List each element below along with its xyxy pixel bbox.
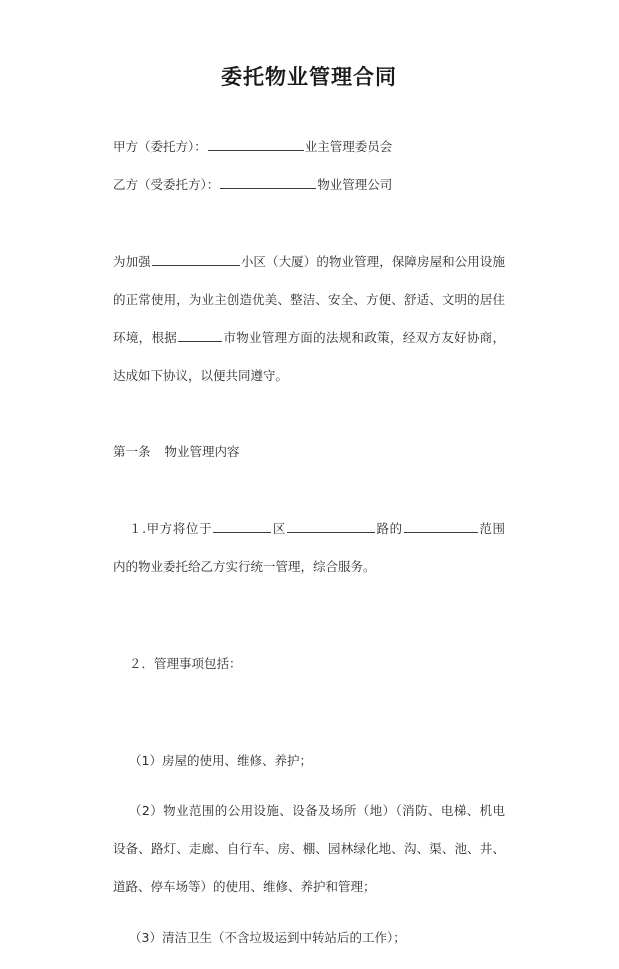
item-segment-4: 范围内的物业委托给乙方实行统一管理，综合服务。 [113,520,505,574]
sub-item-1: （1）房屋的使用、维修、养护； [129,752,312,768]
item-segment-3: 路的 [375,520,403,536]
clause-heading [113,433,505,471]
list-item-1 [113,510,505,586]
party-label-prefix: 甲方（委托方）： [113,139,207,154]
item-road-blank[interactable] [287,519,375,533]
clause-title: 物业管理内容 [164,444,240,459]
preamble-segment-1: 为加强 [113,253,151,269]
party-line-yifang [113,166,505,204]
spacer [113,204,505,230]
item-district-blank[interactable] [213,519,271,533]
party-label-suffix: 物业管理公司 [317,177,393,192]
clause-number: 第一条 [113,444,151,459]
preamble-city-blank[interactable] [178,328,222,342]
party-fill-blank[interactable] [220,175,316,189]
spacer [113,598,505,632]
sub-item-2: （2）物业范围的公用设施、设备及场所（地）（消防、电梯、机电设备、路灯、走廊、自行车、房、棚、园林绿化地、沟、渠、池、井、道路、停车场等）的使用、维修、养护和管理； [113,803,505,894]
party-fill-blank[interactable] [208,137,304,151]
preamble-community-blank[interactable] [152,252,240,266]
party-label-suffix: 业主管理委员会 [304,139,393,154]
spacer [113,92,505,106]
spacer [113,695,505,729]
item-scope-blank[interactable] [404,519,478,533]
preamble-segment-2: 小区（大厦）的物业管理，保障房屋和公用设施的正常使用，为业主创造优美、整洁、安全、方便、舒适、文明的居住环境，根据 [113,253,505,345]
item-segment-1: １.甲方将位于 [129,520,213,536]
list-item-2: ２．管理事项包括： [129,655,242,671]
party-label-prefix: 乙方（受委托方）： [113,177,220,192]
spacer [113,407,505,433]
sub-item-3: （3）清洁卫生（不含垃圾运到中转站后的工作）； [129,929,406,945]
preamble-paragraph [113,243,505,395]
item-segment-2: 区 [272,520,286,536]
parties-block [113,128,505,204]
document-title: 委托物业管理合同 [221,65,397,89]
preamble-segment-3: 市物业管理方面的法规和政策，经双方友好协商，达成如下协议，以便共同遵守。 [113,329,505,383]
document-body [113,0,505,969]
spacer [113,471,505,497]
party-line-jiafang [113,128,505,166]
